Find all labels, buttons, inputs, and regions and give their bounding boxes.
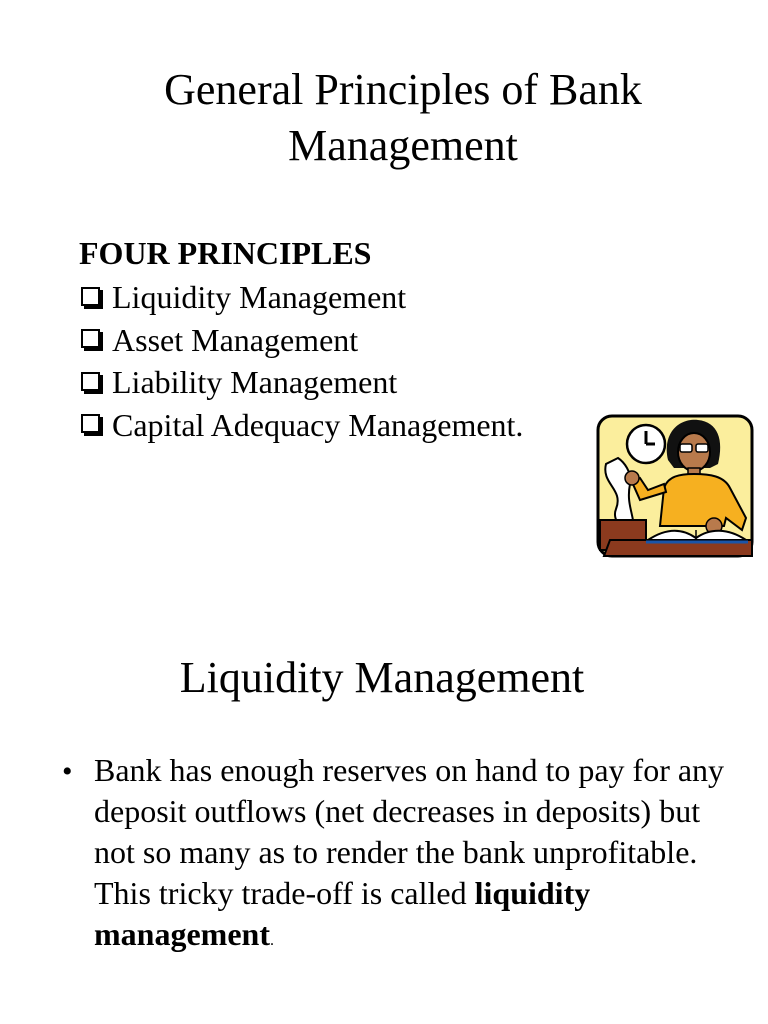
slide-title-line-2: Management — [288, 121, 518, 170]
list-item-label: Liability Management — [112, 364, 398, 400]
list-item — [79, 319, 523, 362]
checkbox-bullet-icon — [81, 372, 100, 391]
list-item — [79, 361, 523, 404]
slide-title — [0, 62, 768, 174]
section-title: Liquidity Management — [179, 653, 585, 702]
list-item-label: Capital Adequacy Management. — [112, 406, 524, 443]
bullet-icon: • — [62, 755, 73, 788]
principles-heading: FOUR PRINCIPLES — [79, 235, 372, 271]
checkbox-bullet-icon — [81, 329, 100, 348]
body-paragraph — [94, 750, 734, 961]
banker-clipart-icon — [596, 414, 754, 558]
list-item — [79, 404, 523, 447]
list-item-label: Liquidity Management — [112, 279, 407, 315]
checkbox-bullet-icon — [81, 287, 100, 306]
list-item-label: Asset Management — [112, 321, 359, 358]
list-item — [79, 276, 523, 319]
slide-title-line-1: General Principles of Bank — [164, 65, 642, 114]
body-period: . — [269, 932, 274, 949]
body-text: Bank has enough reserves on hand to pay for any deposit outflows (net decreases in deposits) but not so many as to render the bank unprofitable. This tricky trade-off is called — [94, 752, 725, 911]
checkbox-bullet-icon — [81, 414, 100, 433]
principles-list — [79, 276, 523, 446]
body-bold-term: liquidity management — [94, 875, 591, 952]
